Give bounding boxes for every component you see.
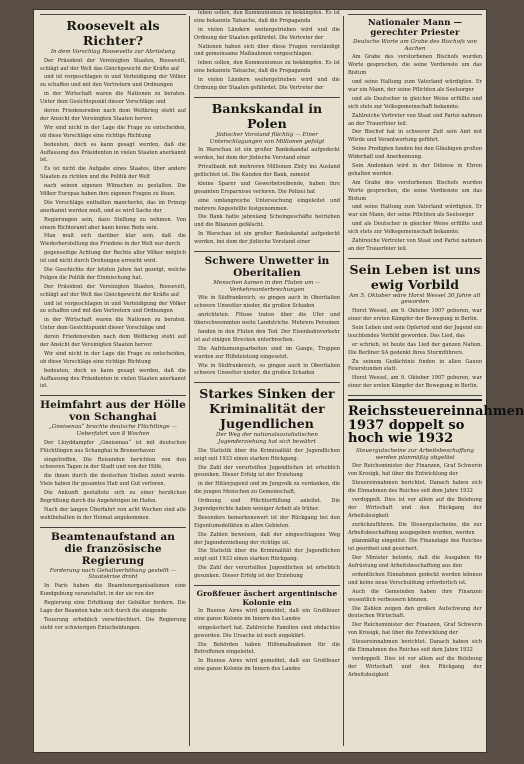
paragraph: in vielen Ländern weitergetrieben wird und die Ordnung der Staaten gefährdet. Die Vertreter der — [194, 77, 340, 92]
paragraph: Sein Andenken wird in der Diözese in Ehren gehalten werden. — [348, 162, 482, 177]
paragraph: Die Ankunft gestaltete sich zu einer herzlichen Begrüßung durch die Angehörigen im Hafen. — [40, 490, 186, 504]
paragraph: Der Minister betonte, daß die Ausgaben für Aufrüstung und Arbeitsbeschaffung aus den — [348, 555, 482, 570]
article-roosevelt — [40, 18, 186, 391]
paragraph: Horst Wessel, am 9. Oktober 1907 geboren, war einer der ersten Kämpfer der Bewegung in Berlin. — [348, 375, 482, 390]
paragraph: verdoppelt. Dies ist vor allem auf die Belebung der Wirtschaft und den Rückgang der Arbeitslosigkeit — [348, 655, 482, 678]
paragraph: in der Wirtschaft waren die Nationen zu beraten. Unter dem Gesichtspunkt dieser Vorschläge und — [40, 317, 186, 332]
paragraph: in der Wirtschaft waren die Nationen zu beraten. Unter dem Gesichtspunkt dieser Vorschläge und — [40, 91, 186, 106]
article-body — [348, 54, 482, 253]
paragraph: Nationen haben sich über diese Fragen verständigt und gemeinsame Maßnahmen vorgeschlagen. — [194, 43, 340, 58]
paragraph: Auch die Gemeinden haben ihre Finanzen wesentlich verbessern können. — [348, 588, 482, 603]
column-rule — [189, 16, 190, 746]
paragraph: Privatbank mit mehreren Millionen Zloty ins Ausland geflüchtet ist. Die Kunden der Bank, zumeist — [194, 164, 340, 178]
paragraph: Der Reichsminister der Finanzen, Graf Schwerin von Krosigk, hat über die Entwicklung der — [348, 622, 482, 637]
paragraph: Zahlreiche Vertreter von Staat und Partei nahmen an der Trauerfeier teil. — [348, 112, 482, 127]
paragraph: Horst Wessel, am 9. Oktober 1907 geboren, war einer der ersten Kämpfer der Bewegung in Berlin. — [348, 308, 482, 323]
article-reichssteuer — [348, 399, 524, 679]
paragraph: eine umfangreiche Untersuchung eingeleitet und mehrere Angestellte festgenommen. — [194, 197, 340, 212]
headline: Beamtenaufstand an die französische Regierung — [50, 530, 176, 567]
headline: Großfeuer äschert argentinische Kolonie ein — [196, 588, 338, 607]
paragraph: In Warschau ist ein großer Bankskandal aufgedeckt worden, bei dem der jüdische Vorstand einer — [194, 147, 340, 162]
article-body — [348, 308, 482, 391]
paragraph: bedeuten, doch es kann gesagt werden, daß die Auffassung des Präsidenten in vielen Staaten anerkannt ist. — [40, 367, 186, 390]
article-body — [40, 440, 186, 523]
paragraph: Der Lloyddampfer „Gneisenau“ ist mit deutschen Flüchtlingen aus Schanghai in Bremerhaven — [40, 439, 186, 454]
paragraph: und ist vorgeschlagen in und Verteidigung der Völker zu schaffen und mit den Vertretern und Ordnungen — [40, 74, 186, 89]
paragraph: Wir sind nicht in der Lage die Frage zu entscheiden, ob diese Vorschläge eine richtige Richtung — [40, 350, 186, 365]
paragraph: Der Bischof hat in schwerer Zeit sein Amt mit Würde und Verantwortung geführt. — [348, 129, 482, 144]
paragraph: und als Deutscher in gleicher Weise erfüllte und sich stets zur Volksgemeinschaft bekannte. — [348, 95, 482, 110]
paragraph: Nach der langen Überfahrt von acht Wochen sind alle wohlbehalten in der Heimat angekommen. — [40, 506, 186, 521]
paragraph: fanden in den Fluten den Tod. Der Eisenbahnverkehr ist auf einigen Strecken unterbrochen. — [194, 328, 340, 343]
paragraph: Es ist nicht die Aufgabe eines Staates, über andere Staaten zu richten und die Politik der Welt — [40, 166, 186, 181]
paragraph: Der Präsident der Vereinigten Staaten, Roosevelt, schlägt auf der Welt das Gleichgewicht der Kräfte auf — [40, 283, 186, 298]
paragraph: und seine Haltung zum Vaterland würdigten. Er war ein Mann, der seine Pflichten als Seelsorger — [348, 79, 482, 93]
paragraph: Man muß sich darüber klar sein, daß die Wiederherstellung des Friedens in der Welt nur durch — [40, 233, 186, 248]
paragraph: Besonders bemerkenswert ist der Rückgang bei den Eigentumsdelikten in allen Gebieten. — [194, 514, 340, 529]
paragraph: die ihnen durch die deutschen Stellen zuteil wurde. Viele haben ihr gesamtes Hab und Gut verloren. — [40, 473, 186, 488]
subheadline: Steuergutscheine zur Arbeitsbeschaffung werden planmäßig abgelöst — [356, 448, 474, 461]
paragraph: verdoppelt. Dies ist vor allem auf die Belebung der Wirtschaft und den Rückgang der Arbeitslosigkeit — [348, 496, 482, 519]
divider — [348, 395, 482, 396]
subheadline: „Gneisenau“ brachte deutsche Flüchtlinge — Ueberfahrt von 8 Wochen — [48, 424, 178, 438]
divider — [194, 251, 340, 252]
paragraph: In Paris haben die Beamtenorganisationen eine Kundgebung veranstaltet, in der sie von der — [40, 583, 186, 597]
subheadline: Der Weg der nationalsozialistischen Jugenderziehung hat sich bewährt — [216, 432, 318, 446]
paragraph: Die Aufräumungsarbeiten sind im Gange, Truppen wurden zur Hilfeleistung eingesetzt. — [194, 345, 340, 360]
column-rule — [343, 16, 344, 746]
paragraph: Am Grabe des verstorbenen Bischofs wurden Worte gesprochen, die seine Verdienste um das Bistum — [348, 54, 482, 77]
headline: Nationaler Mann — gerechter Priester — [367, 18, 463, 38]
headline: Roosevelt als Richter? — [66, 18, 160, 48]
article-body — [40, 58, 186, 392]
column-left — [40, 10, 186, 752]
headline: Sein Leben ist uns ewig Vorbild — [349, 261, 481, 292]
article-kommunismus-continued — [194, 10, 340, 93]
paragraph: Wie in Südfrankreich, so gingen auch in Oberitalien schwere Unwetter nieder, die großen Schaden — [194, 295, 340, 310]
paragraph: und seine Haltung zum Vaterland würdigten. Er war ein Mann, der seine Pflichten als Seelsorger — [348, 204, 482, 219]
article-vorbild — [348, 262, 482, 391]
article-body — [194, 608, 340, 674]
divider — [40, 14, 186, 15]
paragraph: Wie in Südfrankreich, so gingen auch in Oberitalien schwere Unwetter nieder, die großen Schaden — [194, 362, 340, 377]
headline: Reichssteuereinnahmen 1937 doppelt so hoch wie 1932 — [348, 404, 524, 447]
paragraph: Die Statistik über die Kriminalität der Jugendlichen zeigt seit 1933 einen starken Rückgang. — [194, 548, 340, 563]
paragraph: Der Reichsminister der Finanzen, Graf Schwerin von Krosigk, hat über die Entwicklung der — [348, 463, 482, 478]
paragraph: Die Vorschläge enthalten mancherlei, das im Prinzip anerkannt werden muß, und es wird Sache der — [40, 199, 186, 214]
paragraph: Steuereinnahmen berichtet. Danach haben sich die Einnahmen des Reiches seit dem Jahre 1932 — [348, 480, 482, 495]
headline: Schwere Unwetter in Oberitalien — [204, 255, 330, 279]
subheadline: In dem Vorschlag Roosevelts zur Abrüstung — [50, 49, 176, 55]
headline: Bankskandal in Polen — [211, 100, 323, 131]
article-schanghai — [40, 399, 186, 522]
paragraph: Die Bank hatte jahrelang Scheingeschäfte betrieben und die Bilanzen gefälscht. — [194, 214, 340, 229]
paragraph: Die Geschichte der letzten Jahre hat gezeigt, welche Folgen die Politik der Einmischung hat. — [40, 266, 186, 281]
subheadline: Jüdischer Vorstand flüchtig — Einer Unterschlagungen von Millionen gefolgt — [209, 131, 325, 145]
article-body — [40, 583, 186, 632]
paragraph: planmäßig eingelöst. Die Finanzlage des Reiches ist geordnet und gesichert. — [348, 538, 482, 553]
article-beamten — [40, 531, 186, 633]
headline: Starkes Sinken der Kriminalität der Jugendlichen — [199, 386, 335, 432]
newspaper-page — [34, 10, 524, 752]
paragraph: und als Deutscher in gleicher Weise erfüllte und sich stets zur Volksgemeinschaft bekannte. — [348, 221, 482, 236]
column-middle — [194, 10, 340, 752]
divider — [40, 527, 186, 528]
subheadline: Am 5. Oktober wäre Horst Wessel 30 Jahre alt geworden — [349, 292, 481, 306]
paragraph: in der Hitlerjugend und im Jungvolk zu verdanken, die die jungen Menschen zu Gemeinschaft, — [194, 481, 340, 496]
paragraph: in vielen Ländern weitergetrieben wird und die Ordnung der Staaten gefährdet. Die Vertreter der — [194, 26, 340, 41]
article-kolonie — [194, 589, 340, 674]
article-polen — [194, 101, 340, 247]
article-kriminalitaet — [194, 386, 340, 581]
article-body — [348, 463, 482, 679]
paragraph: anrichteten. Flüsse traten über die Ufer und überschwemmten weite Landstriche. Mehrere Personen — [194, 312, 340, 327]
paragraph: eingetroffen. Die Reisenden berichten von den schweren Tagen in der Stadt und von der Hilfe, — [40, 456, 186, 471]
article-body — [194, 448, 340, 581]
paragraph: Die Zahlen zeigen den großen Aufschwung der deutschen Wirtschaft. — [348, 605, 482, 620]
paragraph: Die Behörden haben Hilfsmaßnahmen für die Betroffenen eingeleitet. — [194, 641, 340, 656]
paragraph: er schrieb, ist heute das Lied der ganzen Nation. Die Berliner SA gedenkt ihres Sturmführers. — [348, 341, 482, 356]
paragraph: kleine Sparer und Gewerbetreibende, haben ihre gesamten Ersparnisse verloren. Die Polizei hat — [194, 180, 340, 195]
divider — [348, 14, 482, 15]
divider — [194, 97, 340, 98]
paragraph: gegenseitige Achtung der Rechte aller Völker möglich ist und nicht durch Drohungen erreicht wird. — [40, 250, 186, 265]
subheadline: Forderung nach Gehaltserhöhung gestellt — Staatskrise droht — [49, 567, 177, 581]
paragraph: Wir sind nicht in der Lage die Frage zu entscheiden, ob diese Vorschläge eine richtige Richtung — [40, 124, 186, 139]
article-body — [194, 295, 340, 378]
headline: Heimfahrt aus der Hölle von Schanghai — [40, 399, 186, 424]
paragraph: deren Friedensreden nach dem Weltkrieg steht auf der Ansicht der Vereinigten Staaten hervor. — [40, 108, 186, 122]
paragraph: Regierung eine Erhöhung der Gehälter fordern. Die Lage der Beamten habe sich durch die steigende — [40, 599, 186, 614]
paragraph: Die Zahl der verurteilten Jugendlichen ist erheblich gesunken. Dieser Erfolg ist der Erziehung — [194, 565, 340, 580]
paragraph: und ist vorgeschlagen in und Verteidigung der Völker zu schaffen und mit den Vertretern und Ordnungen — [40, 300, 186, 315]
paragraph: Ordnung und Pflichterfüllung anleitet. Die Jugendgerichte haben weniger Arbeit als früher. — [194, 498, 340, 512]
paragraph: deren Friedensreden nach dem Weltkrieg steht auf der Ansicht der Vereinigten Staaten hervor. — [40, 334, 186, 348]
paragraph: nach seinen eigenen Wünschen zu gestalten. Die Völker Europas haben ihre eigenen Fragen zu lösen. — [40, 183, 186, 197]
paragraph: In Buenos Aires wird gemeldet, daß ein Großfeuer eine ganze Kolonie im Innern des Landes — [194, 607, 340, 622]
subheadline: Menschen kamen in den Fluten um — Verkehrsunterbrechungen — [213, 280, 321, 293]
paragraph: Die Statistik über die Kriminalität der Jugendlichen zeigt seit 1933 einen starken Rückgang. — [194, 447, 340, 462]
paragraph: Zahlreiche Vertreter von Staat und Partei nahmen an der Trauerfeier teil. — [348, 238, 482, 252]
paragraph: Regierungen sein, dazu Stellung zu nehmen. Von einem Richteramt aber kann keine Rede sein. — [40, 216, 186, 231]
paragraph: Die Zahlen beweisen, daß der eingeschlagene Weg der Jugenderziehung der richtige ist. — [194, 531, 340, 546]
paragraph: Seine Predigten fanden bei den Gläubigen großen Widerhall und Anerkennung. — [348, 146, 482, 161]
divider — [194, 382, 340, 383]
paragraph: Teuerung erheblich verschlechtert. Die Regierung steht vor schwierigen Entscheidungen. — [40, 616, 186, 631]
paragraph: zurückzuführen. Die Steuergutscheine, die zur Arbeitsbeschaffung ausgegeben wurden, werden — [348, 521, 482, 536]
paragraph: Steuereinnahmen berichtet. Danach haben sich die Einnahmen des Reiches seit dem Jahre 1932 — [348, 639, 482, 654]
paragraph: In Buenos Aires wird gemeldet, daß ein Großfeuer eine ganze Kolonie im Innern des Landes — [194, 658, 340, 673]
paragraph: leben sollen, den Kommunismus zu bekämpfen. Es ist eine bekannte Tatsache, daß die Propaganda — [194, 10, 340, 24]
divider — [348, 258, 482, 259]
column-right — [348, 10, 524, 752]
article-unwetter — [194, 255, 340, 378]
article-body — [194, 147, 340, 247]
divider — [194, 585, 340, 586]
paragraph: Sein Leben und sein Opfertod sind der Jugend ein leuchtendes Vorbild geworden. Das Lied, das — [348, 324, 482, 339]
divider — [40, 395, 186, 396]
paragraph: Zu seinem Gedächtnis finden in allen Gauen Feierstunden statt. — [348, 358, 482, 373]
paragraph: Der Präsident der Vereinigten Staaten, Roosevelt, schlägt auf der Welt das Gleichgewicht der Kräfte auf — [40, 57, 186, 72]
paragraph: Am Grabe des verstorbenen Bischofs wurden Worte gesprochen, die seine Verdienste um das Bistum — [348, 179, 482, 202]
subheadline: Deutsche Worte am Grabe des Bischofs von Aachen — [353, 39, 477, 52]
paragraph: In Warschau ist ein großer Bankskandal aufgedeckt worden, bei dem der jüdische Vorstand einer — [194, 231, 340, 246]
paragraph: ordentlichen Einnahmen gedeckt werden können und keine neue Verschuldung erforderlich ist. — [348, 572, 482, 586]
paragraph: Die Zahl der verurteilten Jugendlichen ist erheblich gesunken. Dieser Erfolg ist der Erziehung — [194, 464, 340, 479]
paragraph: leben sollen, den Kommunismus zu bekämpfen. Es ist eine bekannte Tatsache, daß die Propaganda — [194, 60, 340, 75]
article-nationaler — [348, 18, 482, 254]
paragraph: eingeäschert hat. Zahlreiche Familien sind obdachlos geworden. Die Ursache ist noch ungeklärt. — [194, 624, 340, 639]
paragraph: bedeuten, doch es kann gesagt werden, daß die Auffassung des Präsidenten in vielen Staaten anerkannt ist. — [40, 141, 186, 164]
